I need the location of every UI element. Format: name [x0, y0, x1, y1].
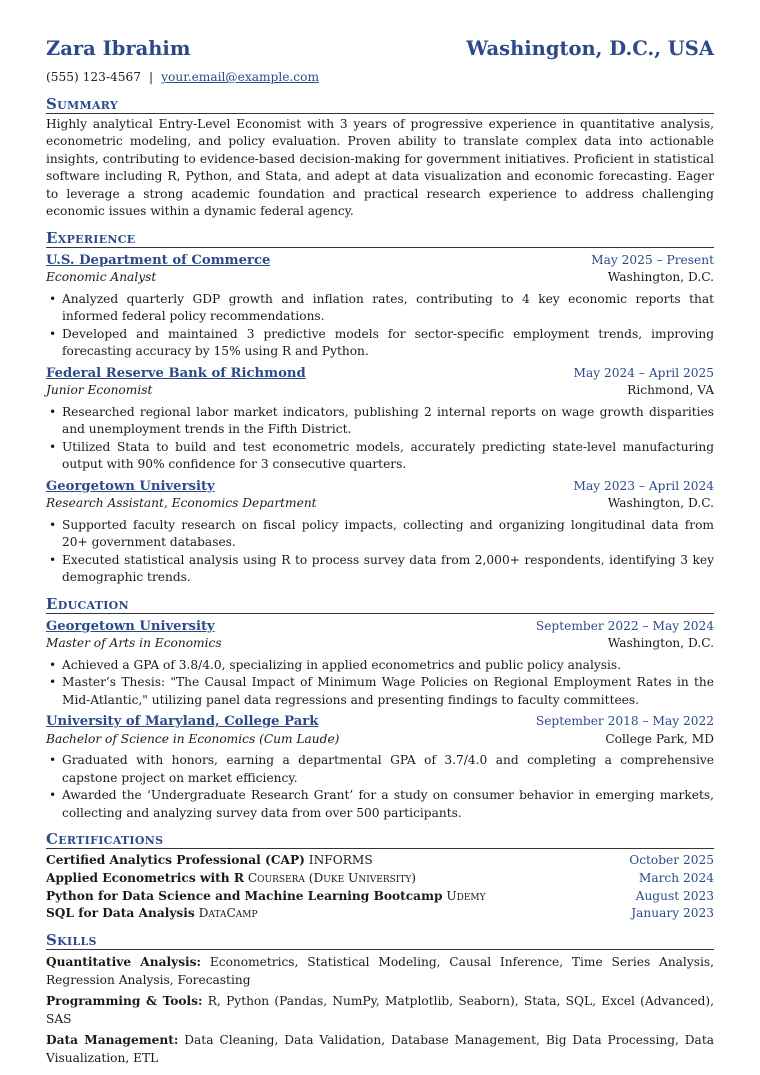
certification-left — [46, 852, 373, 870]
skill-category: Data Management: — [46, 1033, 179, 1048]
entry-subheader-row — [46, 495, 714, 513]
entry-dates: September 2018 – May 2022 — [535, 714, 714, 728]
contact-line — [46, 69, 714, 87]
bullet-dot-icon: • — [49, 291, 57, 306]
bullet-dot-icon: • — [49, 788, 57, 802]
bullet-text: Executed statistical analysis using R to process survey data from 2,000+ respondents, identifying 3 key demographic trends. — [62, 552, 714, 584]
skill-list — [46, 954, 714, 1067]
certification-row — [46, 905, 714, 923]
entry-header-row — [46, 248, 714, 270]
skill-category: Quantitative Analysis: — [46, 955, 202, 970]
entry-bullet-list — [46, 291, 714, 361]
bullet-text: Achieved a GPA of 3.8/4.0, specializing in applied econometrics and public policy analysis. — [62, 657, 622, 672]
certification-row — [46, 870, 714, 888]
entry-subheader-row — [46, 635, 714, 653]
entry-organization-link[interactable]: Georgetown University — [46, 478, 215, 494]
entry-role: Junior Economist — [46, 383, 153, 397]
entry-role: Bachelor of Science in Economics (Cum Laude) — [46, 731, 340, 746]
bullet-text: Graduated with honors, earning a departmental GPA of 3.7/4.0 and completing a comprehensive capstone project on market efficiency. — [62, 753, 714, 785]
entry-location: Washington, D.C. — [607, 270, 714, 284]
entry-dates: September 2022 – May 2024 — [535, 618, 714, 633]
certification-issuer: Coursera (Duke University) — [247, 870, 417, 885]
certification-left — [46, 905, 258, 923]
certification-name: Applied Econometrics with R — [46, 870, 244, 885]
skill-row — [46, 993, 714, 1028]
bullet-item — [46, 326, 714, 361]
certification-date: January 2023 — [631, 906, 714, 921]
bullet-dot-icon: • — [49, 517, 57, 532]
bullet-item — [46, 291, 714, 326]
entry-dates: May 2025 – Present — [591, 252, 714, 267]
bullet-text: Master’s Thesis: "The Causal Impact of Minimum Wage Policies on Regional Employment Rates in the Mid-Atlantic," utilizing panel data regressions and presenting findings to faculty committees. — [62, 675, 714, 707]
certification-left — [46, 888, 486, 906]
bullet-item — [46, 404, 714, 439]
certification-name: Certified Analytics Professional (CAP) — [46, 853, 305, 867]
bullet-text: Analyzed quarterly GDP growth and inflation rates, contributing to 4 key economic reports that informed federal policy recommendations. — [62, 291, 714, 323]
entry-bullet-list — [46, 657, 714, 710]
education-entry — [46, 709, 714, 822]
bullet-text: Utilized Stata to build and test econometric models, accurately predicting state-level manufacturing output with 90% confidence for 3 consecutive quarters. — [62, 439, 714, 471]
certification-date: October 2025 — [629, 853, 714, 867]
entry-header-row — [46, 614, 714, 636]
skill-row — [46, 1032, 714, 1067]
education-list — [46, 614, 714, 823]
bullet-text: Developed and maintained 3 predictive models for sector-specific employment trends, improving forecasting accuracy by 15% using R and Python. — [62, 326, 714, 358]
bullet-item — [46, 439, 714, 474]
certification-date: March 2024 — [638, 870, 714, 885]
section-title-certifications: Certifications — [46, 830, 714, 849]
skill-row — [46, 954, 714, 989]
section-title-education: Education — [46, 595, 714, 614]
section-title-skills: Skills — [46, 931, 714, 950]
certification-issuer: DataCamp — [198, 906, 258, 921]
bullet-item — [46, 787, 714, 822]
bullet-dot-icon: • — [49, 657, 57, 672]
entry-subheader-row — [46, 269, 714, 287]
bullet-item — [46, 657, 714, 675]
candidate-name: Zara Ibrahim — [46, 37, 191, 60]
experience-list — [46, 248, 714, 587]
header — [46, 37, 714, 66]
entry-header-row — [46, 474, 714, 496]
skill-values: Data Cleaning, Data Validation, Database Management, Big Data Processing, Data Visualization, ETL — [46, 1033, 714, 1065]
entry-organization-link[interactable]: University of Maryland, College Park — [46, 714, 319, 729]
entry-bullet-list — [46, 404, 714, 474]
entry-subheader-row — [46, 731, 714, 749]
certification-left — [46, 870, 416, 888]
certification-date: August 2023 — [635, 888, 714, 903]
certification-row — [46, 852, 714, 870]
experience-entry — [46, 474, 714, 587]
contact-separator: | — [149, 70, 154, 84]
experience-entry — [46, 248, 714, 361]
bullet-text: Supported faculty research on fiscal policy impacts, collecting and organizing longitudinal data from 20+ government databases. — [62, 517, 714, 549]
skill-values: R, Python (Pandas, NumPy, Matplotlib, Seaborn), Stata, SQL, Excel (Advanced), SAS — [46, 994, 715, 1026]
certification-row — [46, 888, 714, 906]
bullet-dot-icon: • — [49, 326, 57, 341]
bullet-item — [46, 752, 714, 787]
bullet-dot-icon: • — [49, 675, 57, 689]
entry-bullet-list — [46, 752, 714, 822]
bullet-item — [46, 517, 714, 552]
section-title-summary: Summary — [46, 95, 714, 114]
certification-issuer: Udemy — [446, 888, 486, 903]
entry-role: Research Assistant, Economics Department — [46, 496, 317, 510]
section-title-experience: Experience — [46, 229, 714, 248]
experience-entry — [46, 361, 714, 474]
phone-number: (555) 123-4567 — [46, 70, 142, 84]
email-link[interactable]: your.email@example.com — [161, 70, 320, 84]
bullet-text: Awarded the ‘Undergraduate Research Grant’ for a study on consumer behavior in emerging markets, collecting and analyzing survey data from over 500 participants. — [62, 788, 714, 820]
bullet-text: Researched regional labor market indicators, publishing 2 internal reports on wage growth disparities and unemployment trends in the Fifth District. — [62, 404, 714, 436]
entry-subheader-row — [46, 382, 714, 400]
certification-issuer: INFORMS — [308, 853, 373, 867]
entry-location: College Park, MD — [605, 731, 714, 746]
entry-location: Washington, D.C. — [607, 636, 714, 650]
bullet-item — [46, 552, 714, 587]
entry-header-row — [46, 361, 714, 383]
certification-name: SQL for Data Analysis — [46, 906, 195, 921]
bullet-dot-icon: • — [49, 552, 57, 567]
entry-location: Washington, D.C. — [607, 496, 714, 510]
entry-role: Economic Analyst — [46, 270, 157, 284]
entry-role: Master of Arts in Economics — [46, 636, 222, 650]
entry-organization-link[interactable]: U.S. Department of Commerce — [46, 252, 271, 268]
certification-list — [46, 852, 714, 923]
entry-bullet-list — [46, 517, 714, 587]
bullet-dot-icon: • — [49, 404, 57, 419]
entry-dates: May 2023 – April 2024 — [573, 478, 714, 493]
entry-location: Richmond, VA — [627, 383, 714, 397]
education-entry — [46, 614, 714, 710]
entry-organization-link[interactable]: Federal Reserve Bank of Richmond — [46, 365, 306, 381]
bullet-item — [46, 674, 714, 709]
skill-category: Programming & Tools: — [46, 994, 203, 1009]
skill-values: Econometrics, Statistical Modeling, Causal Inference, Time Series Analysis, Regression Analysis, Forecasting — [46, 955, 714, 987]
candidate-location: Washington, D.C., USA — [466, 37, 714, 60]
certification-name: Python for Data Science and Machine Learning Bootcamp — [46, 888, 443, 903]
entry-organization-link[interactable]: Georgetown University — [46, 618, 215, 634]
entry-dates: May 2024 – April 2025 — [573, 365, 714, 380]
bullet-dot-icon: • — [49, 439, 57, 454]
entry-header-row — [46, 709, 714, 731]
summary-text: Highly analytical Entry-Level Economist with 3 years of progressive experience in quantitative analysis, econometric modeling, and policy evaluation. Proven ability to translate complex data into actionable insights, contributing to evidence-based decision-making for government initiatives. Proficient in statistical software including R, Python, and Stata, and adept at data visualization and economic forecasting. Eager to leverage a strong academic foundation and practical research experience to address challenging economic issues within a dynamic federal agency. — [46, 116, 714, 218]
bullet-dot-icon: • — [49, 753, 57, 767]
